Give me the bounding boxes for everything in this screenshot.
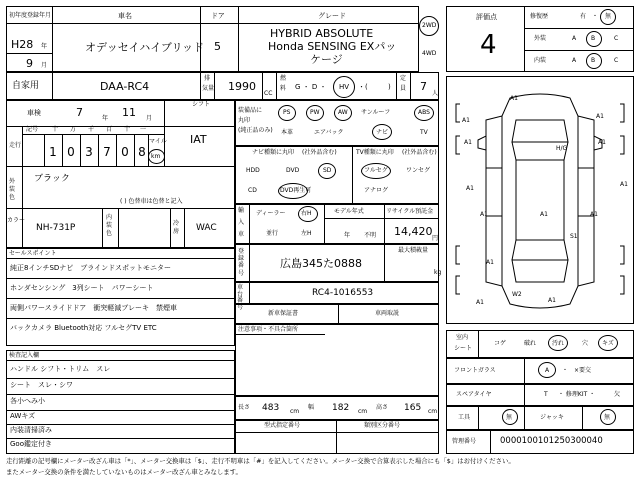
color-label: 外装色	[9, 178, 16, 201]
mileage-digit: 8	[138, 145, 146, 159]
nav-label-note: (社外品含む)	[302, 149, 337, 156]
equip-airbag: エアバック	[314, 129, 344, 136]
import-label-1: 輸	[238, 207, 245, 214]
registration-number: 広島345た0888	[280, 257, 362, 270]
width-unit: cm	[358, 408, 368, 415]
repair-yes: 有	[580, 13, 587, 20]
spec-row	[6, 72, 439, 100]
doors-label: ドア	[211, 12, 225, 20]
exterior-b: B	[591, 35, 596, 42]
seat-ana: 穴	[582, 340, 589, 347]
damage-mark: A1	[540, 211, 548, 218]
recycle-unit: 円	[432, 235, 439, 242]
damage-mark: A1	[598, 139, 606, 146]
import-label-3: 車	[238, 231, 245, 238]
spare-none: 欠	[614, 391, 621, 398]
drive-4wd: 4WD	[422, 50, 437, 57]
fuel-hv: HV	[339, 83, 350, 91]
model-year-unknown: 不明	[364, 232, 377, 239]
damage-mark: W2	[512, 291, 522, 298]
grade-label: グレード	[318, 12, 346, 20]
repair-sep: ・	[592, 13, 599, 20]
mileage-label: 走行	[9, 142, 22, 149]
unit-mile: マイル	[149, 138, 167, 145]
equip-aw: AW	[338, 109, 348, 116]
registration-label: 登録番号	[238, 248, 245, 277]
equip-sunroof: サンルーフ	[361, 109, 391, 116]
disp-label-2: 気量	[202, 85, 215, 92]
car-diagram	[446, 76, 634, 324]
color-note: ( ) 色替車は色替と記入	[120, 198, 183, 205]
reg-month-unit: 月	[41, 62, 48, 69]
length-label: 長さ	[238, 404, 251, 411]
damage-mark: A1	[596, 113, 604, 120]
sales-line: 純正8インチSDナビ ブラインドスポットモニター	[10, 264, 172, 272]
notes-label: 注意事項・不具合箇所	[238, 326, 299, 333]
mileage-head-4: 百	[106, 126, 113, 133]
nav-hdd: HDD	[246, 167, 260, 174]
seat-yabure: 破れ	[524, 340, 537, 347]
fuel-label-1: 燃	[280, 75, 287, 82]
model-year-unit: 年	[344, 232, 351, 239]
repair-no: 無	[605, 13, 612, 20]
equip-tv: TV	[420, 129, 428, 136]
length-value: 483	[262, 403, 280, 413]
tools-value: 無	[506, 414, 513, 421]
chassis-label: 車台番号	[237, 284, 244, 311]
shift-value: IAT	[190, 133, 207, 146]
footer-line-1: 走行距離の記号欄にメーター改ざん車は「*」、メーター交換車は「$」、走行不明車は「#」を記入してください。メーター交換で合算表示した場合にも「$」はお付けください。	[6, 457, 515, 465]
recycle-value: 14,420	[394, 225, 433, 238]
interior-b: B	[591, 57, 596, 64]
grade-line-2: Honda SENSING EXパッ	[268, 40, 397, 53]
width-label: 幅	[308, 404, 315, 411]
mileage-head-0: 記号	[26, 126, 39, 133]
length-unit: cm	[290, 408, 300, 415]
inspection-label: 車検	[27, 109, 41, 117]
recycle-label: リサイクル預託金	[386, 208, 434, 215]
kg-unit: kg	[434, 269, 442, 276]
nav-dvd-play: DVD再生可	[280, 187, 312, 194]
nav-dvd: DVD	[286, 167, 300, 174]
seat-koge: コゲ	[494, 340, 507, 347]
mileage-head-2: 万	[70, 126, 77, 133]
spare-t: T	[544, 391, 548, 398]
nav-label: ナビ種類に丸印	[252, 149, 295, 156]
shift-label: シフト	[192, 101, 211, 108]
docs-warranty: 新車保証書	[268, 310, 299, 317]
equip-pw: PW	[310, 109, 320, 116]
inspector-label: 検査記入欄	[9, 352, 40, 359]
cc-unit: CC	[264, 90, 273, 97]
sales-line: ホンダセンシング 3列シート パワーシート	[10, 284, 154, 292]
model-year-label: モデル年式	[334, 208, 364, 215]
car-name-label: 車名	[118, 12, 132, 20]
drive-2wd: 2WD	[422, 22, 437, 29]
color-value: ブラック	[34, 174, 70, 184]
fuel-options: G ・ D ・	[295, 83, 327, 91]
score-value: 4	[480, 30, 497, 60]
jack-label: ジャッキ	[540, 414, 564, 421]
damage-mark-hg: H/G	[556, 145, 568, 152]
inspection-year: 7	[76, 106, 83, 119]
interior-color-label: 内装色	[106, 214, 113, 237]
height-unit: cm	[428, 408, 438, 415]
damage-mark: A1	[590, 211, 598, 218]
front-glass-sep: ・	[562, 367, 569, 374]
mileage-digit: 7	[103, 145, 111, 159]
displacement: 1990	[228, 80, 256, 93]
cap-label-2: 員	[400, 85, 407, 92]
type-label: 型式指定番号	[264, 422, 301, 429]
tv-oneseg: ワンセグ	[406, 167, 431, 174]
color-code-label: カラー	[7, 217, 26, 224]
ac-value: WAC	[196, 223, 217, 233]
mileage-head-1: 十	[52, 126, 59, 133]
fuel-paren: ・(	[358, 83, 368, 91]
import-parallel: 並行	[266, 230, 279, 237]
mileage-digit: 0	[121, 145, 129, 159]
grade-line-1: HYBRID ABSOLUTE	[270, 27, 374, 40]
inspector-line: ハンドル シフト・トリム スレ	[10, 365, 111, 373]
model-code: DAA-RC4	[100, 80, 150, 93]
reg-year: H28	[11, 38, 34, 51]
inspector-line: シート スレ・シワ	[10, 381, 73, 389]
fuel-label-2: 料	[280, 85, 287, 92]
reg-year-unit: 年	[41, 43, 48, 50]
inspection-month: 11	[122, 106, 136, 119]
manage-label: 管理番号	[452, 438, 477, 445]
damage-mark: A1	[620, 181, 628, 188]
interior-a: A	[572, 57, 577, 64]
sales-line: バックカメラ Bluetooth対応 フルセグTV ETC	[10, 324, 157, 332]
seat-label-2: シート	[454, 345, 473, 352]
damage-mark: A1	[486, 259, 494, 266]
tools-label: 工具	[458, 414, 471, 421]
tv-label: TV種類に丸印	[356, 149, 394, 156]
reg-month: 9	[26, 57, 33, 70]
mileage-head-6: 一	[140, 126, 147, 133]
damage-mark: A1	[464, 139, 472, 146]
capacity-unit: 人	[432, 90, 439, 97]
front-glass-x: ×要交	[574, 367, 592, 374]
tv-analog: アナログ	[364, 187, 389, 194]
equip-label-1: 装備品に	[238, 107, 263, 114]
inspection-year-unit: 年	[102, 115, 109, 122]
inspector-line: AWキズ	[10, 412, 36, 420]
import-dealer: ディーラー	[256, 210, 286, 217]
inspector-line: 内装清掃済み	[10, 426, 52, 434]
width-value: 182	[332, 403, 350, 413]
fuel-paren-close: )	[388, 83, 391, 91]
docs-manual: 車両取説	[375, 310, 400, 317]
nav-cd: CD	[248, 187, 257, 194]
interior-label: 内装	[534, 57, 547, 64]
chassis-number: RC4-1016553	[312, 288, 374, 298]
doors-value: 5	[214, 40, 221, 53]
footer-line-2: またメーター交換の条件を満たしていないものはメーター改ざん車とみなします。	[6, 468, 242, 476]
spare-label: スペアタイヤ	[456, 391, 492, 398]
mileage-head-3: 千	[88, 126, 95, 133]
mileage-digit: 0	[67, 145, 75, 159]
damage-mark: S1	[570, 233, 578, 240]
class-label: 類別区分番号	[364, 422, 401, 429]
spare-kit: ・ 修理KIT ・	[558, 391, 596, 398]
import-left-h: 左H	[301, 230, 312, 237]
tv-fullseg: フルセグ	[364, 167, 388, 174]
inspector-line: Goo鑑定付き	[10, 440, 52, 448]
equip-label-2: 丸印	[238, 117, 251, 124]
repair-label: 修復歴	[530, 13, 549, 20]
equip-navi: ナビ	[376, 129, 389, 136]
ac-label: 冷房	[173, 220, 180, 235]
damage-mark: A1	[510, 95, 518, 102]
first-reg-label: 初年度登録年月	[9, 12, 52, 19]
equip-label-3: (純正品のみ)	[238, 127, 273, 134]
damage-mark: A1	[480, 211, 488, 218]
mileage-digit: 3	[85, 145, 93, 159]
damage-mark: A1	[462, 117, 470, 124]
docs-block	[235, 304, 439, 324]
tv-label-note: (社外品含む)	[402, 149, 437, 156]
front-glass-a: A	[545, 367, 550, 374]
color-code: NH-731P	[36, 223, 76, 233]
damage-mark: A1	[466, 185, 474, 192]
manage-value: 0000100101250300040	[500, 436, 603, 446]
unit-km: km	[151, 153, 161, 160]
equip-ps: PS	[283, 109, 291, 116]
seat-yogore: 汚れ	[552, 340, 565, 347]
inspection-month-unit: 月	[146, 115, 153, 122]
seat-label-1: 室内	[456, 334, 469, 341]
height-label: 高さ	[376, 404, 389, 411]
damage-mark: A1	[548, 297, 556, 304]
car-name: オデッセイハイブリッド	[85, 41, 205, 54]
equip-leather: 本革	[281, 129, 294, 136]
sales-line: 両側パワースライドドア 衝突軽減ブレーキ 禁煙車	[10, 304, 177, 312]
sales-point-label: セールスポイント	[9, 250, 57, 257]
max-load-label: 最大積載量	[398, 247, 429, 254]
front-glass-label: フロントガラス	[454, 367, 496, 374]
interior-c: C	[614, 57, 619, 64]
exterior-a: A	[572, 35, 577, 42]
seat-kizu: キズ	[602, 340, 614, 347]
height-value: 165	[404, 403, 422, 413]
import-right-h: 右H	[301, 210, 312, 217]
capacity: 7	[420, 80, 427, 93]
mileage-digit: 1	[49, 145, 57, 159]
exterior-c: C	[614, 35, 619, 42]
usage: 自家用	[12, 81, 40, 91]
grade-line-3: ケージ	[310, 53, 343, 66]
exterior-label: 外装	[534, 35, 547, 42]
cap-label-1: 定	[400, 75, 407, 82]
mileage-head-5: 十	[124, 126, 131, 133]
nav-sd: SD	[323, 167, 332, 174]
jack-value: 無	[604, 414, 611, 421]
score-label: 評価点	[476, 13, 497, 21]
inspector-line: 各小へみ小	[10, 397, 45, 405]
disp-label-1: 排	[204, 75, 211, 82]
import-label-2: 入	[238, 219, 245, 226]
damage-mark: A1	[476, 299, 484, 306]
equip-abs: ABS	[418, 109, 430, 116]
